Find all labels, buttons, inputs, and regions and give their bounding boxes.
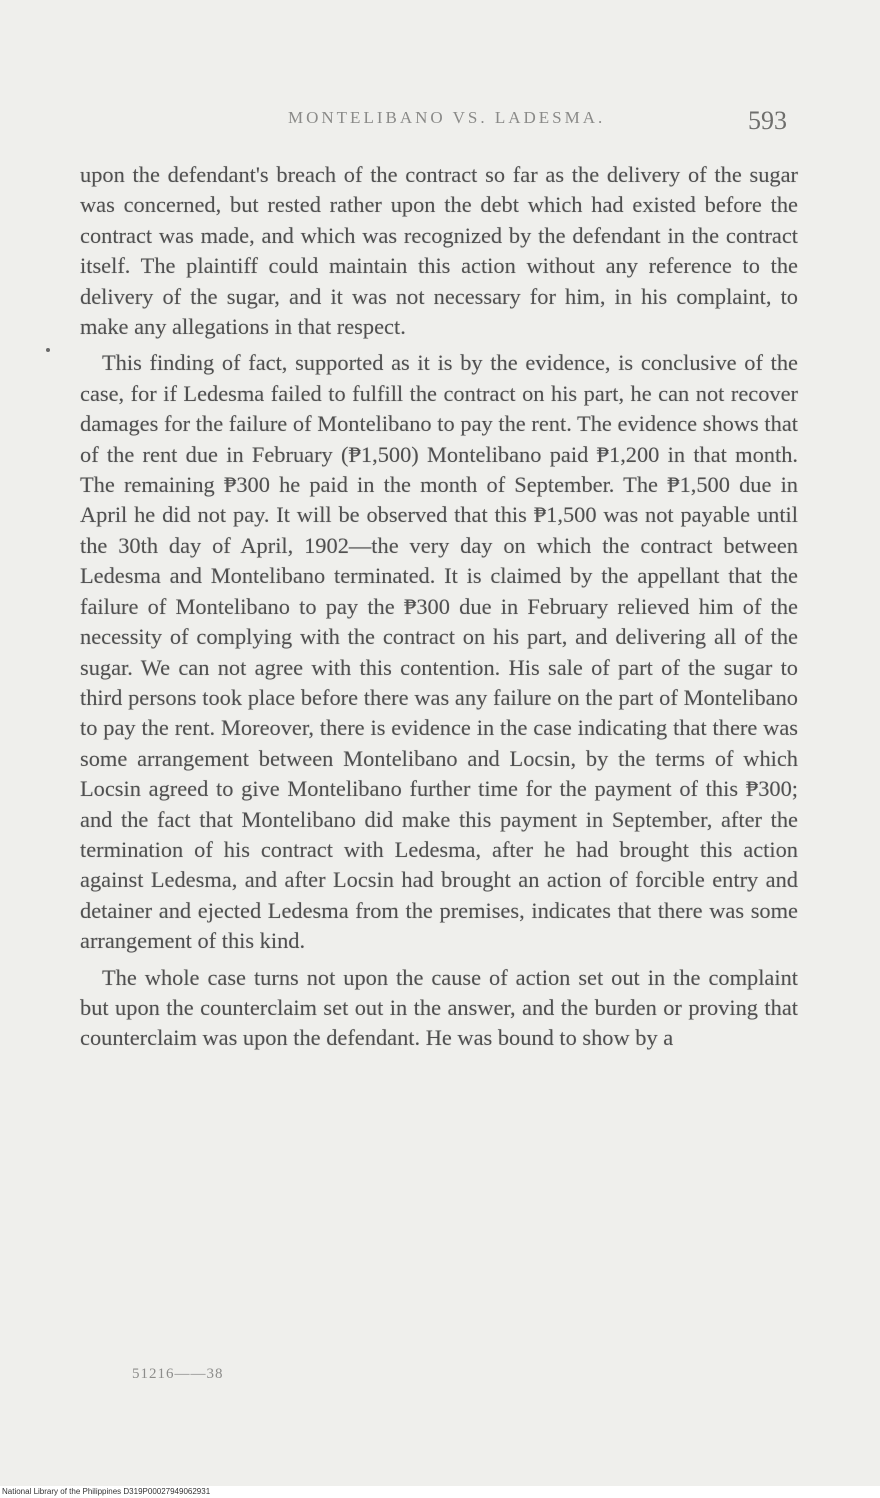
body-text <box>80 160 798 1054</box>
footer-credit: National Library of the Philippines D319P00027949062931 <box>2 1487 211 1496</box>
signature-mark: 51216——38 <box>132 1366 224 1382</box>
stray-ink-mark <box>46 348 50 352</box>
running-head: MONTELIBANO VS. LADESMA. <box>288 108 606 127</box>
page-number: 593 <box>748 106 787 135</box>
paragraph-1: upon the defendant's breach of the contract so far as the delivery of the sugar was concerned, but rested rather upon the debt which had existed before the contract was made, and which was recognized by the defendant in the contract itself. The plaintiff could maintain this action without any reference to the delivery of the sugar, and it was not necessary for him, in his complaint, to make any allegations in that respect. <box>80 162 798 340</box>
page-header <box>0 100 880 140</box>
paragraph-2: This finding of fact, supported as it is by the evidence, is conclusive of the case, for if Ledesma failed to fulfill the contract on his part, he can not recover damages for the failure of Montelibano to pay the rent. The evidence shows that of the rent due in February (₱1,500) Montelibano paid ₱1,200 in that month. The remaining ₱300 he paid in the month of September. The ₱1,500 due in April he did not pay. It will be observed that this ₱1,500 was not payable until the 30th day of April, 1902—the very day on which the contract between Ledesma and Montelibano terminated. It is claimed by the appellant that the failure of Montelibano to pay the ₱300 due in February relieved him of the necessity of complying with the contract on his part, and delivering all of the sugar. We can not agree with this contention. His sale of part of the sugar to third persons took place before there was any failure on the part of Montelibano to pay the rent. Moreover, there is evidence in the case indicating that there was some arrangement between Montelibano and Locsin, by the terms of which Locsin agreed to give Montelibano further time for the payment of this ₱300; and the fact that Montelibano did make this payment in September, after the termination of his contract with Ledesma, after he had brought this action against Ledesma, and after Locsin had brought an action of forcible entry and detainer and ejected Ledesma from the premises, indicates that there was some arrangement of this kind. <box>80 350 798 954</box>
paragraph-3: The whole case turns not upon the cause of action set out in the complaint but upon the counterclaim set out in the answer, and the burden or proving that counterclaim was upon the defendant. He was bound to show by a <box>80 964 798 1051</box>
